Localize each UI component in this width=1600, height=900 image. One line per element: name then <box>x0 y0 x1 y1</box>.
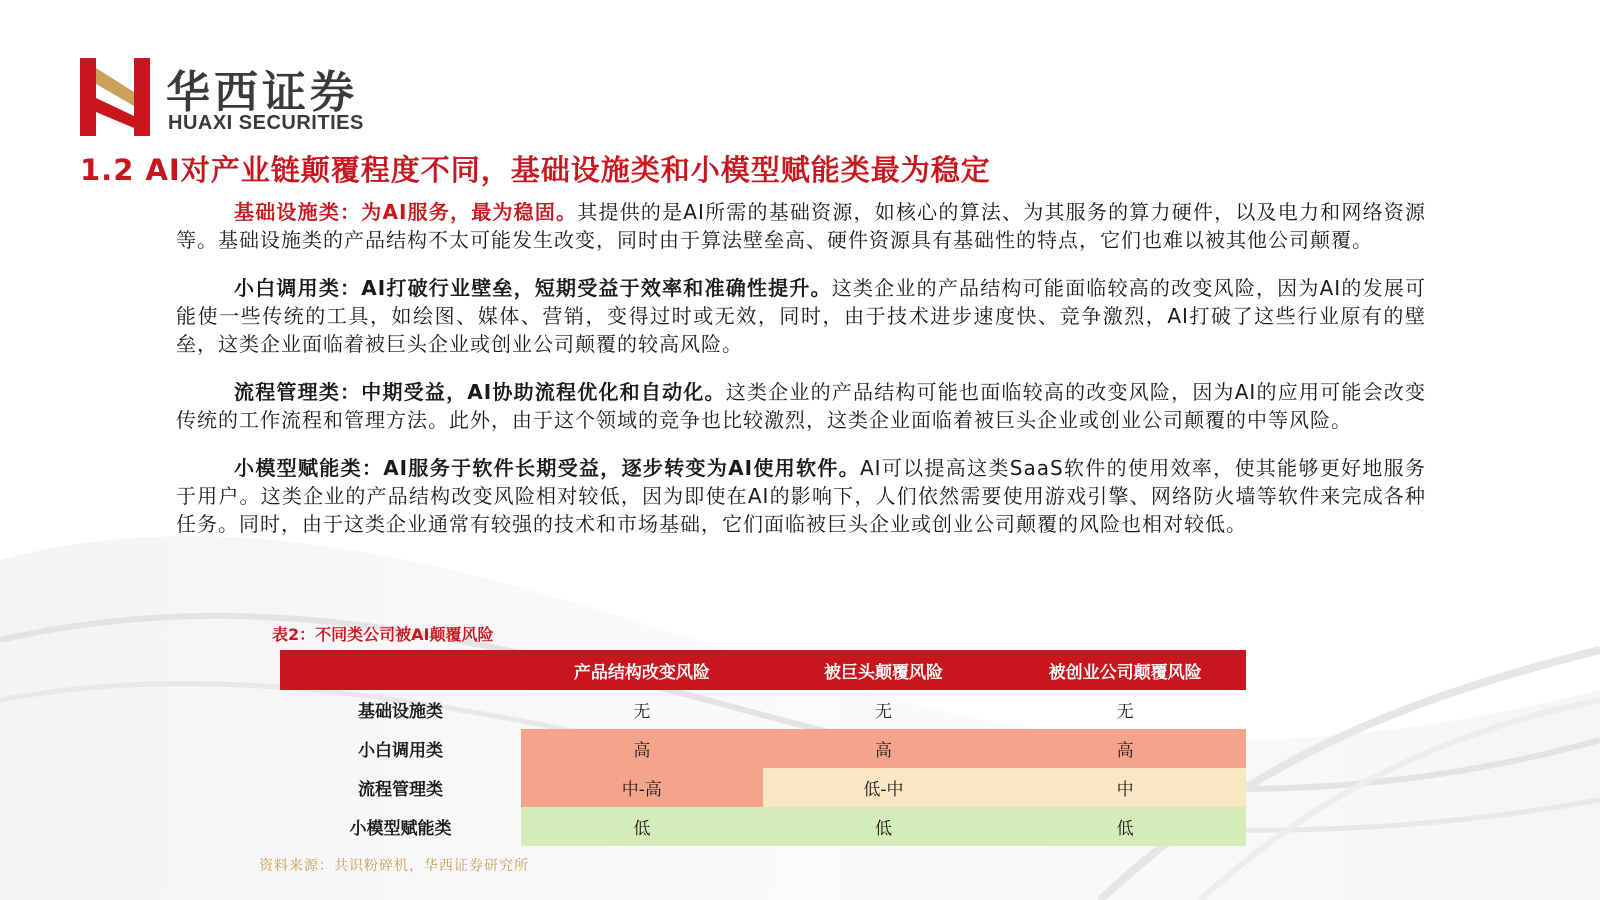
table-header-cell <box>280 650 521 690</box>
risk-cell: 高 <box>1004 729 1246 768</box>
row-category: 小模型赋能类 <box>349 819 452 839</box>
table-row <box>280 807 1246 846</box>
body-text <box>176 198 1426 558</box>
risk-table <box>280 650 1246 846</box>
paragraph-process-management <box>176 378 1426 434</box>
logo-chinese-name: 华西证券 <box>166 67 358 118</box>
risk-cell: 低-中 <box>763 768 1005 807</box>
page-title: 1.2 AI对产业链颠覆程度不同，基础设施类和小模型赋能类最为稳定 <box>80 153 991 187</box>
risk-cell: 高 <box>521 729 763 768</box>
row-category: 基础设施类 <box>358 702 443 722</box>
table-header-cell: 被巨头颠覆风险 <box>763 650 1005 690</box>
risk-cell: 无 <box>1116 702 1134 722</box>
table-row <box>280 768 1246 807</box>
paragraph-text: 这类企业的产品结构可能面临较高的改变风险，因为AI的发展可能使一些传统的工具，如绘图、媒体、营销，变得过时或无效，同时，由于技术进步速度快、竞争激烈，AI打破了这些行业原有的壁垒，这类企业面临着被巨头企业或创业公司颠覆的较高风险。 <box>176 276 1426 356</box>
source-note: 资料来源：共识粉碎机，华西证券研究所 <box>259 858 529 874</box>
table-row <box>280 729 1246 768</box>
table-header-cell: 产品结构改变风险 <box>521 650 763 690</box>
risk-cell: 低 <box>1004 807 1246 846</box>
paragraph-lead: 小白调用类：AI打破行业壁垒，短期受益于效率和准确性提升。 <box>234 276 832 300</box>
logo-english-name: HUAXI SECURITIES <box>168 112 364 134</box>
table-caption: 表2：不同类公司被AI颠覆风险 <box>272 625 494 644</box>
paragraph-small-model <box>176 454 1426 538</box>
risk-cell: 高 <box>763 729 1005 768</box>
risk-cell: 中-高 <box>521 768 763 807</box>
row-category: 流程管理类 <box>358 780 443 800</box>
risk-cell: 低 <box>521 807 763 846</box>
risk-cell: 低 <box>763 807 1005 846</box>
risk-cell: 无 <box>633 702 651 722</box>
paragraph-text: AI可以提高这类SaaS软件的使用效率，使其能够更好地服务于用户。这类企业的产品结构改变风险相对较低，因为即使在AI的影响下，人们依然需要使用游戏引擎、网络防火墙等软件来完成各种任务。同时，由于这类企业通常有较强的技术和市场基础，它们面临被巨头企业或创业公司颠覆的风险也相对较低。 <box>176 456 1427 536</box>
paragraph-text: 这类企业的产品结构可能也面临较高的改变风险，因为AI的应用可能会改变传统的工作流程和管理方法。此外，由于这个领域的竞争也比较激烈，这类企业面临着被巨头企业或创业公司颠覆的中等风险。 <box>176 380 1426 432</box>
risk-cell: 中 <box>1004 768 1246 807</box>
paragraph-lead: 基础设施类：为AI服务，最为稳固。 <box>234 200 578 224</box>
paragraph-novice-call <box>176 274 1426 358</box>
row-category: 小白调用类 <box>358 741 443 761</box>
paragraph-text: 其提供的是AI所需的基础资源，如核心的算法、为其服务的算力硬件，以及电力和网络资源等。基础设施类的产品结构不太可能发生改变，同时由于算法壁垒高、硬件资源具有基础性的特点，它们也难以被其他公司颠覆。 <box>176 200 1426 252</box>
paragraph-lead: 流程管理类：中期受益，AI协助流程优化和自动化。 <box>234 380 726 404</box>
table-header-cell: 被创业公司颠覆风险 <box>1004 650 1246 690</box>
paragraph-infrastructure <box>176 198 1426 254</box>
risk-cell: 无 <box>874 702 892 722</box>
table-row <box>280 690 1246 729</box>
huaxi-logo-mark-icon <box>80 58 150 136</box>
paragraph-lead: 小模型赋能类：AI服务于软件长期受益，逐步转变为AI使用软件。 <box>234 456 860 480</box>
table-header-row <box>280 650 1246 690</box>
